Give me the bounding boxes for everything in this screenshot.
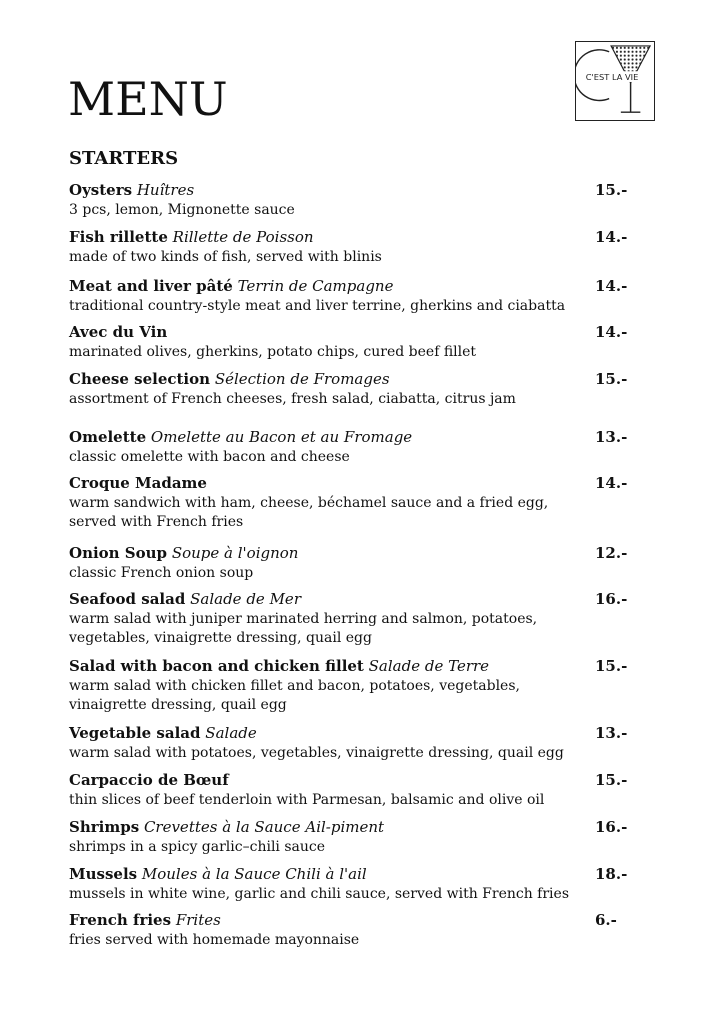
menu-item-name: Salad with bacon and chicken fillet [69,657,364,675]
menu-item-name: Oysters [69,181,133,199]
menu-item [69,818,629,857]
menu-item-price: 15.- [595,181,628,199]
menu-item-french-name: Sélection de Fromages [214,370,390,388]
menu-item-title [69,544,629,563]
menu-item-french-name: Terrin de Campagne [237,277,394,295]
menu-item-name: Avec du Vin [69,323,168,341]
menu-item-title [69,323,629,342]
menu-item-title [69,911,629,930]
menu-item-french-name: Salade de Mer [190,590,301,608]
menu-item-name: French fries [69,911,172,929]
menu-item-price: 16.- [595,818,628,836]
menu-item-description: 3 pcs, lemon, Mignonette sauce [69,202,295,218]
menu-item-price: 14.- [595,474,628,492]
menu-item-price: 15.- [595,771,628,789]
menu-item [69,323,629,362]
menu-item-description: thin slices of beef tenderloin with Parmesan, balsamic and olive oil [69,792,545,808]
menu-item-title [69,865,629,884]
menu-item [69,428,629,467]
menu-item-description: classic omelette with bacon and cheese [69,449,350,465]
menu-item-price: 14.- [595,323,628,341]
menu-item [69,911,629,950]
menu-item-title [69,590,629,609]
menu-item-title [69,277,629,296]
logo [575,41,655,121]
menu-item [69,590,629,648]
menu-item-name: Carpaccio de Bœuf [69,771,229,789]
menu-item-description: marinated olives, gherkins, potato chips, cured beef fillet [69,344,477,360]
menu-item-description: warm salad with potatoes, vegetables, vinaigrette dressing, quail egg [69,745,564,761]
menu-item-french-name: Frites [175,911,221,929]
menu-item-price: 13.- [595,428,628,446]
menu-item-french-name: Crevettes à la Sauce Ail-piment [143,818,385,836]
menu-item [69,724,629,763]
menu-item-title [69,818,629,837]
menu-item [69,370,629,409]
menu-item-name: Omelette [69,428,147,446]
menu-item-title [69,474,629,493]
menu-item-name: Fish rillette [69,228,168,246]
menu-item [69,771,629,810]
menu-item-title [69,428,629,447]
menu-item-title [69,657,629,676]
menu-item [69,277,629,316]
section-title: STARTERS [69,148,179,169]
menu-item-description: made of two kinds of fish, served with blinis [69,249,382,265]
menu-item-price: 6.- [595,911,617,929]
menu-item [69,228,629,267]
menu-item-description: classic French onion soup [69,565,254,581]
menu-item-french-name: Moules à la Sauce Chili à l'ail [141,865,367,883]
menu-item-french-name: Salade [205,724,257,742]
menu-item-price: 18.- [595,865,628,883]
menu-item-title [69,181,629,200]
menu-item-name: Vegetable salad [69,724,201,742]
menu-item-description: warm salad with chicken fillet and bacon, potatoes, vegetables, vinaigrette dressing, quail egg [69,678,520,713]
menu-item-name: Cheese selection [69,370,211,388]
menu-item-title [69,370,629,389]
menu-item-description: shrimps in a spicy garlic–chili sauce [69,839,326,855]
menu-item [69,657,629,715]
menu-item-price: 15.- [595,657,628,675]
cocktail-glass-icon [576,42,654,120]
menu-item-title [69,228,629,247]
menu-item-description: fries served with homemade mayonnaise [69,932,360,948]
menu-item-price: 15.- [595,370,628,388]
menu-item [69,474,629,532]
menu-item-description: traditional country-style meat and liver terrine, gherkins and ciabatta [69,298,566,314]
page-title: MENU [68,72,228,126]
menu-item-description: mussels in white wine, garlic and chili sauce, served with French fries [69,886,570,902]
menu-item-french-name: Salade de Terre [368,657,490,675]
logo-text: C'EST LA VIE [585,72,639,83]
menu-item-description: warm salad with juniper marinated herring and salmon, potatoes, vegetables, vinaigrette dressing, quail egg [69,611,538,646]
menu-item-french-name: Soupe à l'oignon [171,544,299,562]
menu-item-price: 14.- [595,277,628,295]
menu-item-name: Seafood salad [69,590,186,608]
menu-item-price: 14.- [595,228,628,246]
menu-item-price: 13.- [595,724,628,742]
menu-item-price: 16.- [595,590,628,608]
menu-item-description: assortment of French cheeses, fresh salad, ciabatta, citrus jam [69,391,516,407]
menu-item-name: Croque Madame [69,474,207,492]
menu-item-description: warm sandwich with ham, cheese, béchamel sauce and a fried egg, served with French fries [69,495,549,530]
menu-item-french-name: Omelette au Bacon et au Fromage [150,428,413,446]
menu-item [69,865,629,904]
menu-item-name: Shrimps [69,818,140,836]
menu-item-title [69,724,629,743]
menu-item-name: Mussels [69,865,138,883]
menu-item-name: Meat and liver pâté [69,277,233,295]
menu-item-french-name: Huîtres [136,181,195,199]
menu-item-name: Onion Soup [69,544,168,562]
menu-item-price: 12.- [595,544,628,562]
menu-item-title [69,771,629,790]
menu-item [69,181,629,220]
menu-item-french-name: Rillette de Poisson [172,228,314,246]
menu-item [69,544,629,583]
